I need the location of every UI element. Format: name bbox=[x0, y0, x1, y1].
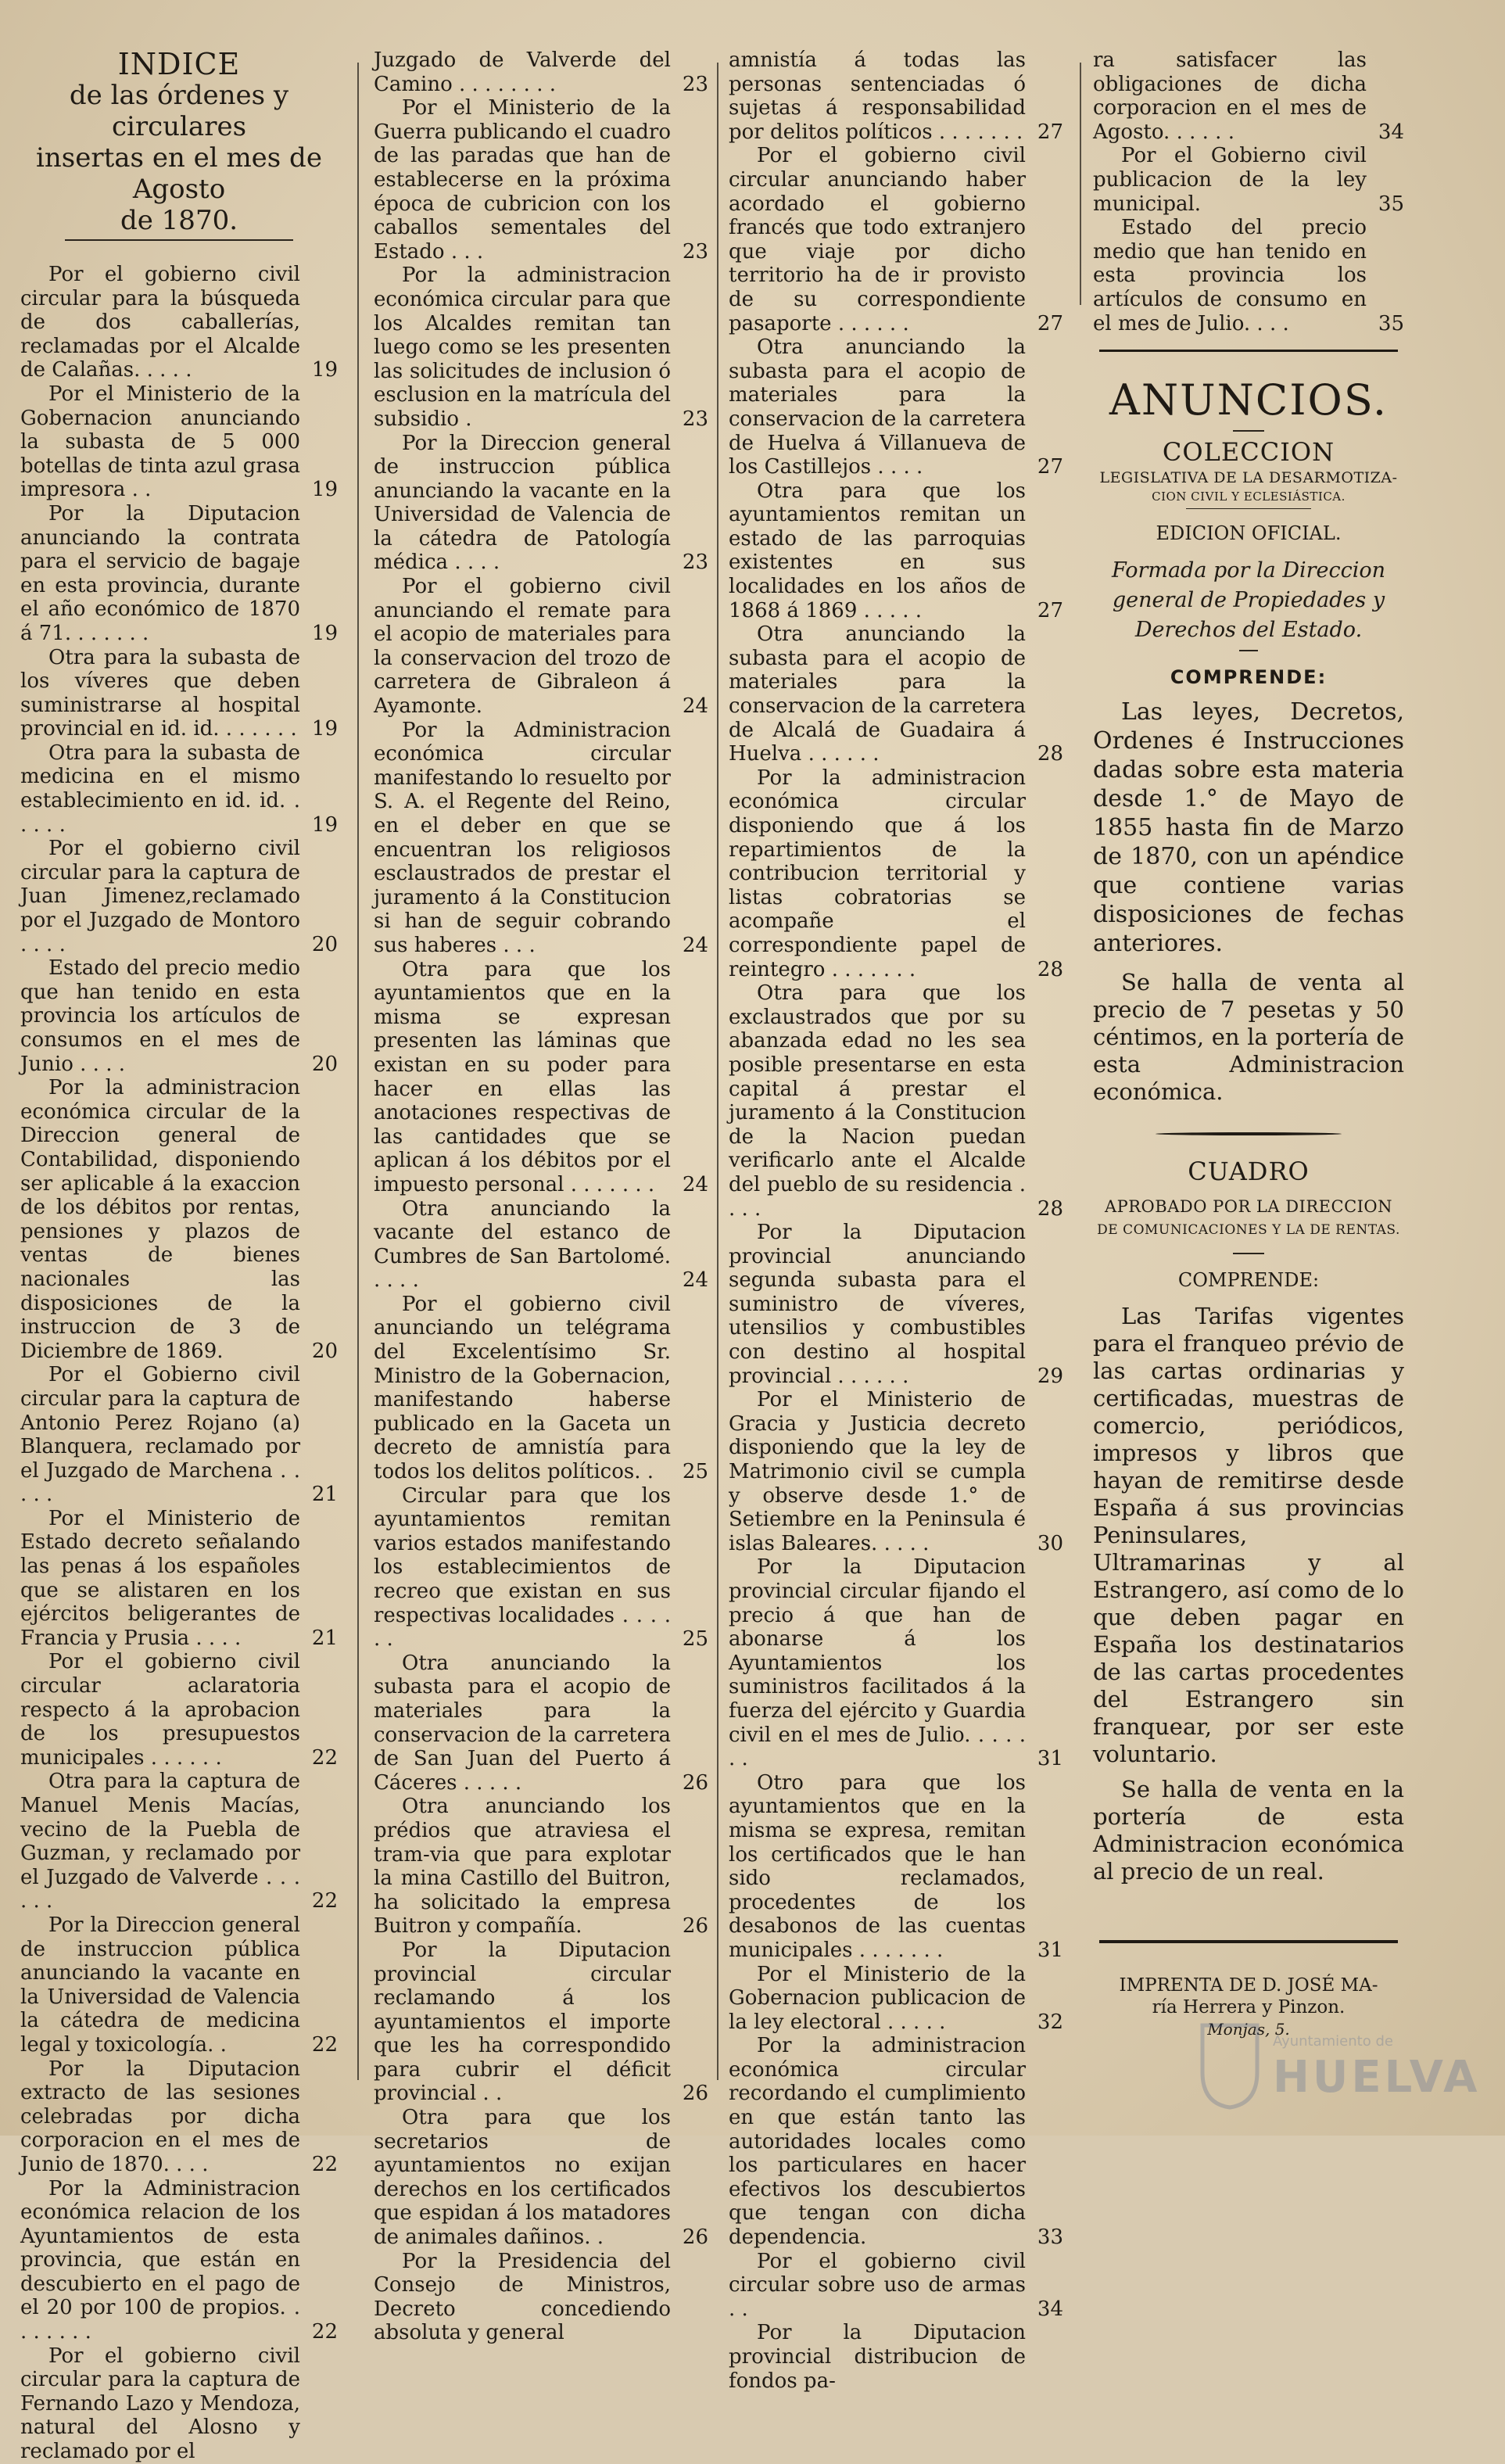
index-entry-text: Otra para que los ayuntamientos remitan un estado de las parroquias existentes en sus localidades en los años de 1868 á 1869 . . . . . bbox=[729, 479, 1026, 622]
index-entry-page: 26 bbox=[682, 2082, 708, 2106]
index-entry-text: Otra para la subasta de los víveres que deben suministrarse al hospital provincial en id. id. . . . . . . bbox=[20, 645, 300, 741]
index-entry-text: Por la Direccion general de instruccion pública anunciando la vacante en la Universidad de Valencia la cátedra de medicina legal y toxicología. . bbox=[20, 1913, 300, 2057]
index-subtitle-line: insertas en el mes de Agosto bbox=[36, 142, 322, 205]
index-entry-text: Por el Ministerio de la Guerra publicando el cuadro de las paradas que han de establecerse en la próxima época de cubricion con los caballos sementales del Estado . . . bbox=[374, 96, 671, 264]
ornament-rule bbox=[1233, 430, 1264, 432]
index-entry-text: Por el Gobierno civil circular para la captura de Antonio Perez Rojano (a) Blanquera, reclamado por el Juzgado de Marchena . . . . . bbox=[20, 1363, 300, 1507]
index-entry-page: 22 bbox=[311, 2152, 338, 2176]
column-divider bbox=[717, 63, 718, 2080]
index-entry bbox=[374, 575, 708, 719]
index-column-4 bbox=[1093, 48, 1404, 2089]
index-entry-text: Otra para la subasta de medicina en el mismo establecimiento en id. id. . . . . . bbox=[20, 741, 300, 837]
index-entry bbox=[729, 1963, 1063, 2035]
index-entry bbox=[20, 1913, 338, 2057]
index-entry-text: Otra anunciando la subasta para el acopio de materiales para la conservacion de la carretera de Alcalá de Guadaira á Huelva . . . . . . bbox=[729, 622, 1026, 766]
index-entry-page: 20 bbox=[311, 932, 338, 956]
index-entry-page: 35 bbox=[1378, 311, 1404, 335]
index-entry-page: 34 bbox=[1037, 2297, 1063, 2321]
index-entry-page: 29 bbox=[1037, 1364, 1063, 1388]
index-entry bbox=[729, 622, 1063, 766]
index-entry-page: 22 bbox=[311, 1889, 338, 1913]
index-entries bbox=[1093, 48, 1404, 335]
index-entry bbox=[374, 719, 708, 958]
index-entry bbox=[729, 335, 1063, 479]
cuadro-comprende: COMPRENDE: bbox=[1177, 1268, 1320, 1291]
cuadro-description: Las Tarifas vigentes para el franqueo prévio de las cartas ordinarias y certificadas, muestras de comercio, periódicos, impresos y libros que hayan de remitirse desde España á sus provincias Peninsulares, Ultramarinas y al Estrangero, así como de lo que deben pagar en España los destinatarios de las cartas procedentes del Estrangero sin franquear, por ser este voluntario. bbox=[1093, 1303, 1404, 1768]
index-entry-text: Por el gobierno civil circular para la captura de Fernando Lazo y Mendoza, natural del Alosno y reclamado por el bbox=[20, 2344, 300, 2464]
index-entry-text: Otro para que los ayuntamientos que en la misma se expresa, remitan los certificados que le han sido reclamados, procedentes de los desabonos de las cuentas municipales . . . . . . . bbox=[729, 1770, 1026, 1962]
index-entry-page: 27 bbox=[1037, 455, 1063, 479]
index-entry bbox=[729, 1388, 1063, 1555]
index-entry bbox=[20, 382, 338, 502]
section-rule bbox=[1099, 1940, 1398, 1943]
index-entry-text: ra satisfacer las obligaciones de dicha corporacion en el mes de Agosto. . . . . . bbox=[1093, 48, 1367, 144]
anuncios-title: ANUNCIOS. bbox=[1109, 375, 1389, 425]
index-entry-text: Otra anunciando los prédios que atraviesa el tram-via que para explotar la mina Castillo del Buitron, ha solicitado la empresa Buitron y compañía. bbox=[374, 1795, 671, 1939]
index-entry-page: 26 bbox=[682, 2225, 708, 2250]
index-entry bbox=[729, 766, 1063, 981]
comprende-heading: COMPRENDE: bbox=[1170, 666, 1328, 689]
index-entry-text: Por el gobierno civil circular aclaratoria respecto á la aprobacion de los presupuestos municipales . . . . . . bbox=[20, 1650, 300, 1770]
index-entry-page: 24 bbox=[682, 933, 708, 957]
index-entry-page: 28 bbox=[1037, 957, 1063, 981]
index-entry bbox=[729, 1555, 1063, 1770]
index-entry-text: Por el Ministerio de Gracia y Justicia decreto disponiendo que la ley de Matrimonio civil se cumpla y observe desde 1.° de Setiembre en la Peninsula é islas Baleares. . . . . bbox=[729, 1388, 1026, 1555]
index-entry bbox=[729, 2034, 1063, 2249]
index-entry-text: amnistía á todas las personas sentenciadas ó sujetas á responsabilidad por delitos políticos . . . . . . . bbox=[729, 48, 1026, 144]
index-entry-text: Por el gobierno civil anunciando el remate para el acopio de materiales para la conservacion del trozo de carretera de Gibraleon á Ayamonte. bbox=[374, 575, 671, 719]
index-entry-text: Por la administracion económica circular de la Direccion general de Contabilidad, disponiendo ser aplicable á la exaccion de los débitos por rentas, pensiones y plazos de ventas de bienes nacionales las disposiciones de la instruccion de 3 de Diciembre de 1869. bbox=[20, 1076, 300, 1363]
index-entry-page: 23 bbox=[682, 551, 708, 575]
index-entry-page: 27 bbox=[1037, 598, 1063, 622]
index-entry-text: Por el Ministerio de Estado decreto señalando las penas á los españoles que se alistaren en los ejércitos beligerantes de Francia y Prusia . . . . bbox=[20, 1506, 300, 1650]
index-entry bbox=[729, 48, 1063, 144]
index-entry bbox=[1093, 144, 1404, 216]
index-entry-text: Por la Direccion general de instruccion pública anunciando la vacante en la Universidad de Valencia de la cátedra de Patología médica . . . . bbox=[374, 431, 671, 575]
index-entry-page: 19 bbox=[311, 717, 338, 741]
index-entry bbox=[729, 2250, 1063, 2322]
index-entry bbox=[729, 144, 1063, 335]
index-entry-text: Por la administracion económica circular disponiendo que á los repartimientos de la contribucion territorial y listas cobratorias se acompañe el correspondiente papel de reintegro . . . . . . . bbox=[729, 766, 1026, 981]
cuadro-section bbox=[1093, 1156, 1404, 1886]
index-entry-page: 20 bbox=[311, 1052, 338, 1076]
index-entry-text: Por el gobierno civil circular para la captura de Juan Jimenez,reclamado por el Juzgado de Montoro . . . . bbox=[20, 837, 300, 956]
index-entry-text: Otra para que los ayuntamientos que en la misma se expresan presenten las láminas que existan en su poder para hacer en ellas las anotaciones respectivas de las cantidades que se aplican á los débitos por el impuesto personal . . . . . . . bbox=[374, 957, 671, 1196]
index-entry bbox=[374, 1939, 708, 2106]
index-entry bbox=[729, 2321, 1063, 2393]
index-entry-text: Por la administracion económica circular recordando el cumplimiento en que están tanto las autoridades locales como los particulares en hacer efectivos los descubiertos que tengan con dicha dependencia. bbox=[729, 2034, 1026, 2250]
index-entry-page: 19 bbox=[311, 478, 338, 502]
index-entry bbox=[374, 96, 708, 264]
index-entry bbox=[1093, 48, 1404, 144]
index-entries bbox=[729, 48, 1063, 2393]
section-rule bbox=[1099, 350, 1398, 352]
coleccion-title: COLECCION bbox=[1162, 437, 1335, 468]
index-entry-page: 26 bbox=[682, 1770, 708, 1795]
index-entries bbox=[20, 263, 338, 2464]
index-entry bbox=[20, 1770, 338, 1913]
ornament-rule bbox=[1186, 508, 1310, 509]
index-entry-text: Otra anunciando la vacante del estanco de Cumbres de San Bartolomé. . . . . bbox=[374, 1196, 671, 1293]
index-entry-page: 23 bbox=[682, 407, 708, 431]
index-entry-text: Juzgado de Valverde del Camino . . . . . . . . bbox=[374, 48, 671, 96]
index-entry-text: Por el gobierno civil circular sobre uso de armas . . bbox=[729, 2249, 1026, 2321]
index-entry bbox=[1093, 216, 1404, 335]
imprint-address: Monjas, 5. bbox=[1207, 2020, 1290, 2039]
index-entry-text: Por el Ministerio de la Gobernacion anunciando la subasta de 5 000 botellas de tinta azul grasa impresora . . bbox=[20, 382, 300, 502]
coleccion-description: Las leyes, Decretos, Ordenes é Instrucciones dadas sobre esta materia desde 1.° de Mayo de 1855 hasta fin de Marzo de 1870, con un apéndice que contiene varias disposiciones de fechas anteriores. bbox=[1093, 698, 1404, 957]
index-entry-text: Otra anunciando la subasta para el acopio de materiales para la conservacion de la carretera de Huelva á Villanueva de los Castillejos . . . . bbox=[729, 335, 1026, 479]
index-entry-text: Otra para la captura de Manuel Menis Macías, vecino de la Puebla de Guzman, y reclamado por el Juzgado de Valverde . . . . . . bbox=[20, 1770, 300, 1913]
index-entry-page: 22 bbox=[311, 2032, 338, 2057]
index-entry bbox=[20, 1076, 338, 1363]
index-entry-text: Circular para que los ayuntamientos remitan varios estados manifestando los establecimientos de recreo que existan en sus respectivas localidades . . . . . . bbox=[374, 1483, 671, 1652]
index-entries bbox=[374, 48, 708, 2345]
index-entry bbox=[374, 1293, 708, 1484]
index-entry-page: 24 bbox=[682, 1268, 708, 1293]
index-column-2 bbox=[374, 48, 708, 2345]
index-entry bbox=[374, 1652, 708, 1795]
index-entry-page: 27 bbox=[1037, 311, 1063, 335]
index-entry bbox=[374, 48, 708, 96]
index-entry-page: 19 bbox=[311, 621, 338, 645]
index-entry bbox=[20, 741, 338, 837]
index-entry bbox=[20, 837, 338, 956]
index-entry-page: 32 bbox=[1037, 2010, 1063, 2034]
index-entry bbox=[20, 1650, 338, 1770]
imprint-line: ría Herrera y Pinzon. bbox=[1152, 1997, 1346, 2018]
index-entry-page: 25 bbox=[682, 1627, 708, 1652]
index-entry bbox=[20, 2344, 338, 2464]
index-subtitle-line: de las órdenes y circulares bbox=[69, 80, 289, 142]
index-subtitle-line: de 1870. bbox=[120, 205, 238, 236]
index-entry-text: Por el Gobierno civil publicacion de la ley municipal. bbox=[1093, 144, 1367, 216]
index-entry-text: Por el gobierno civil anunciando un telégrama del Excelentísimo Sr. Ministro de la Gobernacion, manifestando haberse publicado en la Gaceta un decreto de amnistía para todos los delitos políticos. . bbox=[374, 1292, 671, 1484]
index-column-1 bbox=[20, 47, 338, 2464]
coleccion-price: Se halla de venta al precio de 7 pesetas y 50 céntimos, en la portería de esta Administracion económica. bbox=[1093, 968, 1404, 1105]
index-entry bbox=[20, 1363, 338, 1507]
index-entry-page: 19 bbox=[311, 812, 338, 837]
edicion-oficial: EDICION OFICIAL. bbox=[1156, 522, 1342, 545]
ornament-rule bbox=[1156, 1132, 1342, 1135]
index-entry-page: 21 bbox=[311, 1626, 338, 1650]
index-entry-page: 28 bbox=[1037, 1196, 1063, 1221]
index-entry bbox=[374, 1197, 708, 1293]
coleccion-subtitle: LEGISLATIVA DE LA DESARMOTIZA- bbox=[1099, 469, 1398, 487]
index-entry bbox=[20, 2057, 338, 2177]
index-entry-page: 31 bbox=[1037, 1747, 1063, 1771]
index-entry-page: 19 bbox=[311, 358, 338, 382]
index-entry-page: 34 bbox=[1378, 120, 1404, 144]
anuncios-section bbox=[1093, 375, 1404, 1106]
index-entry-text: Por la Presidencia del Consejo de Ministros, Decreto concediendo absoluta y general bbox=[374, 2249, 671, 2345]
index-entry bbox=[729, 1771, 1063, 1963]
index-entry-page: 24 bbox=[682, 694, 708, 719]
index-entry-page: 35 bbox=[1378, 192, 1404, 216]
column-divider bbox=[357, 63, 359, 2080]
index-entry-text: Por la Administracion económica circular manifestando lo resuelto por S. A. el Regente del Reino, en el deber en que se encuentran los religiosos esclaustrados de prestar el juramento á la Constitucion si han de seguir cobrando sus haberes . . . bbox=[374, 718, 671, 957]
coleccion-subtitle: CION CIVIL Y ECLESIÁSTICA. bbox=[1152, 490, 1346, 504]
archive-watermark bbox=[1195, 2017, 1481, 2111]
index-entry-page: 27 bbox=[1037, 120, 1063, 144]
index-entry bbox=[20, 646, 338, 741]
index-entry-page: 22 bbox=[311, 2320, 338, 2344]
watermark-text: Ayuntamiento de bbox=[1273, 2033, 1393, 2050]
index-entry-page: 28 bbox=[1037, 742, 1063, 766]
index-entry-text: Por la Diputacion provincial anunciando segunda subasta para el suministro de víveres, utensilios y combustibles con destino al hospital provincial . . . . . . bbox=[729, 1221, 1026, 1388]
index-entry bbox=[374, 264, 708, 431]
cuadro-subtitle: DE COMUNICACIONES Y LA DE RENTAS. bbox=[1097, 1221, 1400, 1238]
index-entry-page: 23 bbox=[682, 239, 708, 264]
index-title: INDICE bbox=[117, 47, 241, 81]
index-entry-text: Otra para que los exclaustrados que por su abanzada edad no les sea posible presentarse en esta capital á prestar el juramento á la Constitucion de la Nacion puedan verificarlo ante el Alcalde del pueblo de su residencia . . . . bbox=[729, 981, 1026, 1221]
index-entry-page: 24 bbox=[682, 1172, 708, 1196]
index-entry-text: Estado del precio medio que han tenido en esta provincia los artículos de consumos en el mes de Junio . . . . bbox=[20, 956, 300, 1076]
index-entry bbox=[374, 2250, 708, 2345]
cuadro-title: CUADRO bbox=[1188, 1156, 1310, 1186]
index-entry bbox=[729, 981, 1063, 1221]
index-entry bbox=[374, 2106, 708, 2250]
index-entry-text: Por el gobierno civil circular para la búsqueda de dos caballerías, reclamadas por el Alcalde de Calañas. . . . . bbox=[20, 263, 300, 382]
index-entry bbox=[374, 958, 708, 1197]
index-entry-page: 26 bbox=[682, 1914, 708, 1939]
index-entry bbox=[374, 1484, 708, 1652]
index-entry-text: Otra anunciando la subasta para el acopio de materiales para la conservacion de la carretera de San Juan del Puerto á Cáceres . . . . . bbox=[374, 1651, 671, 1795]
index-entry bbox=[374, 432, 708, 576]
index-entry-text: Otra para que los secretarios de ayuntamientos no exijan derechos en los certificados que espidan á los matadores de animales dañinos. . bbox=[374, 2106, 671, 2250]
cuadro-price: Se halla de venta en la portería de esta Administracion económica al precio de un real. bbox=[1093, 1776, 1404, 1885]
imprint-line: IMPRENTA DE D. JOSÉ MA- bbox=[1119, 1975, 1378, 1996]
index-entry bbox=[20, 1507, 338, 1651]
index-entry-page: 21 bbox=[311, 1483, 338, 1507]
index-entry-text: Por la Diputacion provincial distribucion de fondos pa- bbox=[729, 2321, 1026, 2393]
index-entry-text: Por la Diputacion provincial circular fijando el precio á que han de abonarse á los Ayuntamientos los suministros facilitados á la fuerza del ejército y Guardia civil en el mes de Julio. . . . . . . bbox=[729, 1555, 1026, 1771]
index-entry bbox=[20, 263, 338, 382]
index-entry-text: Por la Diputacion provincial circular reclamando á los ayuntamientos el importe que les ha correspondido para cubrir el déficit provincial . . bbox=[374, 1938, 671, 2106]
index-entry-page: 25 bbox=[682, 1460, 708, 1484]
index-entry bbox=[20, 956, 338, 1076]
cuadro-subtitle: APROBADO POR LA DIRECCION bbox=[1104, 1196, 1393, 1216]
index-entry-text: Por la administracion económica circular para que los Alcaldes remitan tan luego como se les presenten las solicitudes de inclusion ó esclusion en la matrícula del subsidio . bbox=[374, 264, 671, 431]
index-entry-text: Por la Diputacion anunciando la contrata para el servicio de bagaje en esta provincia, durante el año económico de 1870 á 71. . . . . . . bbox=[20, 501, 300, 645]
index-entry bbox=[729, 479, 1063, 623]
index-entry-text: Estado del precio medio que han tenido en esta provincia los artículos de consumo en el mes de Julio. . . . bbox=[1093, 216, 1367, 335]
index-entry-page: 23 bbox=[682, 72, 708, 96]
index-entry bbox=[729, 1221, 1063, 1388]
index-heading bbox=[20, 48, 338, 236]
heading-rule bbox=[65, 239, 293, 241]
index-entry-page: 31 bbox=[1037, 1938, 1063, 1962]
watermark-title: HUELVA bbox=[1273, 2052, 1481, 2103]
column-divider bbox=[1080, 63, 1081, 305]
index-entry-page: 33 bbox=[1037, 2225, 1063, 2250]
index-entry bbox=[374, 1795, 708, 1939]
ornament-rule bbox=[1239, 650, 1258, 651]
index-entry-text: Por la Administracion económica relacion de los Ayuntamientos de esta provincia, que están en descubierto en el pago de el 20 por 100 de propios. . . . . . . . bbox=[20, 2176, 300, 2344]
index-entry-page: 20 bbox=[311, 1339, 338, 1363]
index-entry-page: 30 bbox=[1037, 1531, 1063, 1555]
index-entry bbox=[20, 2177, 338, 2344]
index-entry bbox=[20, 502, 338, 646]
index-column-3 bbox=[729, 48, 1063, 2393]
formada-text: Formada por la Direccion general de Propiedades y Derechos del Estado. bbox=[1111, 558, 1386, 643]
index-entry-page: 22 bbox=[311, 1745, 338, 1770]
index-entry-text: Por el gobierno civil circular anunciando haber acordado el gobierno francés que todo extranjero que viaje por dicho territorio ha de ir provisto de su correspondiente pasaporte . . . . . . bbox=[729, 144, 1026, 335]
index-entry-text: Por el Ministerio de la Gobernacion publicacion de la ley electoral . . . . . bbox=[729, 1962, 1026, 2034]
index-entry-text: Por la Diputacion extracto de las sesiones celebradas por dicha corporacion en el mes de Junio de 1870. . . . bbox=[20, 2057, 300, 2176]
ornament-rule bbox=[1233, 1253, 1264, 1254]
